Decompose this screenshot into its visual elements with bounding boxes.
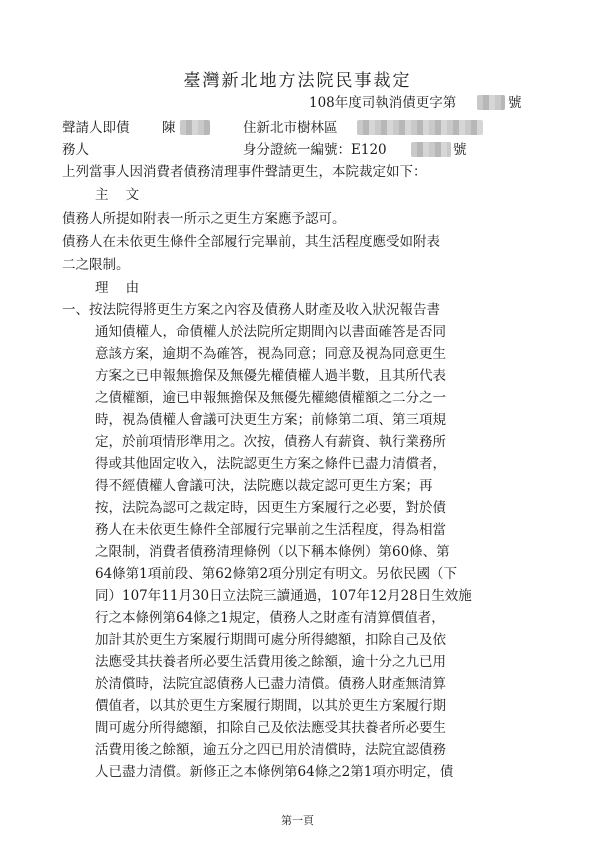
reason-line: 之債權額，逾已申報無擔保及無優先權總債權額之二分之一 [95,390,446,406]
main-text-line: 債務人所提如附表一所示之更生方案應予認可。 [62,211,346,227]
reason-line: 按，法院為認可之裁定時，因更生方案履行之必要，對於債 [95,500,446,516]
reason-line: 方案之已申報無擔保及無優先權債權人過半數，且其所代表 [95,368,446,384]
debtor-label: 務人 [62,142,89,158]
reason-line: 定，於前項情形準用之。次按，債務人有薪資、執行業務所 [95,434,446,450]
reason-line: 一、按法院得將更生方案之內容及債務人財產及收入狀況報告書 [62,302,440,318]
reason-line: 得不經債權人會議可決，法院應以裁定認可更生方案；再 [95,478,433,494]
reason-line: 得或其他固定收入，法院認更生方案之條件已盡力清償者， [95,456,446,472]
reason-line: 於清償時，法院宜認債務人已盡力清償。債務人財產無清算 [95,676,446,692]
reason-line: 通知債權人，命債權人於法院所定期間內以書面確答是否同 [95,324,446,340]
petitioner-name: 陳 [162,120,176,136]
reason-line: 人已盡力清償。新修正之本條例第64條之2第1項亦明定，債 [95,764,454,780]
intro-line: 上列當事人因消費者債務清理事件聲請更生，本院裁定如下： [62,164,427,180]
redacted-id-number [411,142,451,157]
reason-line: 法應受其扶養者所必要生活費用後之餘額，逾十分之九已用 [95,654,446,670]
reason-line: 之限制，消費者債務清理條例（以下稱本條例）第60條、第 [95,544,450,560]
reason-line: 加計其於更生方案履行期間可處分所得總額，扣除自己及依 [95,632,446,648]
main-text-line: 債務人在未依更生條件全部履行完畢前，其生活程度應受如附表 [62,234,440,250]
reason-line: 時，視為債權人會議可決更生方案；前條第二項、第三項規 [95,412,446,428]
document-title: 臺灣新北地方法院民事裁定 [183,71,412,91]
id-number-suffix: 號 [453,142,467,158]
reason-line: 意該方案，逾期不為確答，視為同意；同意及視為同意更生 [95,346,446,362]
reason-line: 活費用後之餘額，逾五分之四已用於清償時，法院宜認債務 [95,742,446,758]
reason-line: 間可處分所得總額，扣除自己及依法應受其扶養者所必要生 [95,720,446,736]
redacted-address [357,120,483,135]
reason-line: 務人在未依更生條件全部履行完畢前之生活程度，得為相當 [95,522,446,538]
page-footer: 第一頁 [281,814,314,827]
main-heading: 主 文 [95,187,140,203]
reason-heading: 理 由 [95,280,140,296]
main-text-line: 二之限制。 [62,257,130,273]
id-number: 身分證統一編號：E120 [243,142,387,158]
reason-line: 同）107年11月30日立法院三讀通過，107年12月28日生效施 [95,588,472,604]
reason-line: 行之本條例第64條之1規定，債務人之財產有清算價值者， [95,610,445,626]
redacted-petitioner-name [180,120,210,135]
case-number: 108年度司執消債更字第 [309,95,457,111]
petitioner-label: 聲請人即債 [62,120,130,136]
redacted-case-number [477,95,505,110]
petitioner-address: 住新北市樹林區 [243,120,338,136]
reason-line: 64條第1項前段、第62條第2項分別定有明文。另依民國（下 [95,566,458,582]
case-number-suffix: 號 [508,95,522,111]
reason-line: 價值者，以其於更生方案履行期間，以其於更生方案履行期 [95,698,446,714]
